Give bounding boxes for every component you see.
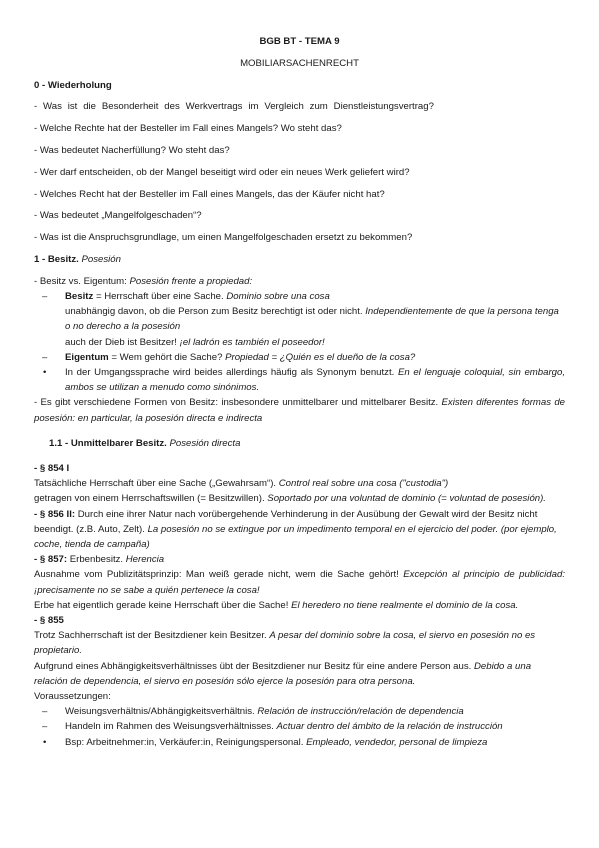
possession-forms-es: Existen diferentes formas de posesión: en particular, la posesión directa e indirecta — [34, 397, 565, 424]
list-item-besitz — [34, 289, 565, 350]
prerequisites-label: Voraussetzungen: — [34, 691, 111, 703]
prereq-de: Handeln im Rahmen des Weisungsverhältnisses. — [65, 721, 274, 733]
review-question: - Was bedeutet „Mangelfolgeschaden“? — [34, 210, 202, 222]
besitz-definition-de: = Herrschaft über eine Sache. — [95, 290, 224, 302]
direct-possession-heading — [34, 436, 565, 451]
s857-l2-es: Excepción al principio de publicidad: ¡precisamente no se sabe a quién pertenece la cosa! — [34, 569, 565, 596]
s855-l2-es: Debido a una relación de dependencia, el siervo en posesión sólo ejerce la posesión para otra persona. — [34, 660, 532, 687]
s857-l3-es: El heredero no tiene realmente el dominio de la cosa. — [291, 599, 519, 611]
s856-es: La posesión no se extingue por un impedimento temporal en el ejercicio del poder. (por ejemplo, coche, tienda de campaña) — [34, 523, 557, 551]
s855-l1-es: A pesar del dominio sobre la cosa, el siervo en posesión no es propietario. — [34, 630, 536, 657]
possession-vs-de: - Besitz vs. Eigentum: — [34, 275, 127, 287]
possession-vs-line — [34, 274, 565, 289]
list-item-eigentum — [34, 350, 565, 365]
s857-de: Erbenbesitz. — [69, 554, 124, 566]
section-855-line1 — [34, 628, 565, 658]
section-854-line2 — [34, 491, 565, 506]
s857-label: - § 857: — [34, 554, 68, 566]
review-question: - Was ist die Anspruchsgrundlage, um einen Mangelfolgeschaden ersetzt zu bekommen? — [34, 232, 413, 244]
prereq-de: Weisungsverhältnis/Abhängigkeitsverhältnis. — [65, 706, 255, 718]
list-item — [34, 735, 565, 750]
besitz-note-es: Independientemente de que la persona tenga o no derecho a la posesión — [65, 306, 559, 333]
section-857-line3 — [34, 598, 565, 613]
review-heading: 0 - Wiederholung — [34, 79, 112, 91]
prereq-es: Relación de instrucción/relación de dependencia — [257, 706, 464, 718]
prereq-es: Empleado, vendedor, personal de limpieza — [306, 736, 488, 748]
section-857 — [34, 552, 565, 567]
s857-es: Herencia — [125, 554, 165, 566]
section-854-line1 — [34, 476, 565, 491]
possession-forms — [34, 395, 565, 425]
prerequisites-list — [34, 704, 565, 750]
possession-forms-de: - Es gibt verschiedene Formen von Besitz: insbesondere unmittelbarer und mittelbarer Besitz. — [34, 397, 439, 409]
document-page — [34, 34, 565, 750]
s855-l1-de: Trotz Sachherrschaft ist der Besitzdiener kein Besitzer. — [34, 630, 267, 642]
review-question: - Was ist die Besonderheit des Werkvertrags im Vergleich zum Dienstleistungsvertrag? — [34, 101, 434, 113]
possession-vs-es: Posesión frente a propiedad: — [129, 275, 253, 287]
review-question: - Welche Rechte hat der Besteller im Fall eines Mangels? Wo steht das? — [34, 123, 342, 135]
possession-heading-de: 1 - Besitz. — [34, 253, 79, 265]
eigentum-definition-es: Propiedad = ¿Quién es el dueño de la cosa? — [225, 351, 416, 363]
besitz-thief-es: ¡el ladrón es también el poseedor! — [179, 336, 325, 348]
document-subtitle: MOBILIARSACHENRECHT — [240, 57, 359, 69]
colloquial-es: En el lenguaje coloquial, sin embargo, ambos se utilizan a menudo como sinónimos. — [65, 366, 565, 394]
section-856 — [34, 507, 565, 553]
s856-de: Durch eine ihrer Natur nach vorübergehende Verhinderung in der Ausübung der Gewalt wird der Besitz nicht beendigt. (z.B. Auto, Zelt). — [34, 508, 538, 535]
direct-heading-es: Posesión directa — [169, 437, 241, 449]
list-item-colloquial — [34, 365, 565, 395]
besitz-note-de: unabhängig davon, ob die Person zum Besitz berechtigt ist oder nicht. — [65, 306, 363, 318]
eigentum-definition-de: = Wem gehört die Sache? — [111, 351, 223, 363]
s854-l1-de: Tatsächliche Herrschaft über eine Sache („Gewahrsam“). — [34, 478, 277, 490]
direct-heading-de: 1.1 - Unmittelbarer Besitz. — [49, 437, 167, 449]
possession-heading-es: Posesión — [81, 253, 121, 265]
s857-l3-de: Erbe hat eigentlich gerade keine Herrschaft über die Sache! — [34, 599, 289, 611]
s854-l1-es: Control real sobre una cosa ("custodia") — [278, 478, 449, 490]
section-855-line2 — [34, 659, 565, 689]
s857-l2-de: Ausnahme vom Publizitätsprinzip: Man weiß gerade nicht, wem die Sache gehört! — [34, 569, 399, 581]
review-question: - Was bedeutet Nacherfüllung? Wo steht das? — [34, 144, 230, 156]
s854-l2-es: Soportado por una voluntad de dominio (= voluntad de posesión). — [267, 493, 546, 505]
document-title: BGB BT - TEMA 9 — [259, 36, 340, 47]
besitz-thief-de: auch der Dieb ist Besitzer! — [65, 336, 177, 348]
s855-l2-de: Aufgrund eines Abhängigkeitsverhältnisses übt der Besitzdiener nur Besitz für eine andere Person aus. — [34, 660, 472, 672]
section-857-line2 — [34, 567, 565, 597]
prereq-es: Actuar dentro del ámbito de la relación de instrucción — [276, 721, 503, 733]
term-besitz: Besitz — [65, 290, 94, 302]
s854-l2-de: getragen von einem Herrschaftswillen (= Besitzwillen). — [34, 493, 265, 505]
review-question: - Welches Recht hat der Besteller im Fall eines Mangels, das der Käufer nicht hat? — [34, 188, 385, 200]
section-855-heading: - § 855 — [34, 615, 64, 627]
s856-label: - § 856 II: — [34, 508, 76, 520]
list-item — [34, 704, 565, 719]
term-eigentum: Eigentum — [65, 351, 109, 363]
besitz-definition-es: Dominio sobre una cosa — [226, 290, 330, 302]
possession-list — [34, 289, 565, 395]
list-item — [34, 719, 565, 734]
review-question: - Wer darf entscheiden, ob der Mangel beseitigt wird oder ein neues Werk geliefert wird? — [34, 166, 410, 178]
prereq-de: Bsp: Arbeitnehmer:in, Verkäufer:in, Reinigungspersonal. — [65, 736, 304, 748]
colloquial-de: In der Umgangssprache wird beides allerdings häufig als Synonym benutzt. — [65, 366, 395, 378]
section-854-heading: - § 854 I — [34, 463, 70, 474]
possession-heading — [34, 252, 565, 267]
